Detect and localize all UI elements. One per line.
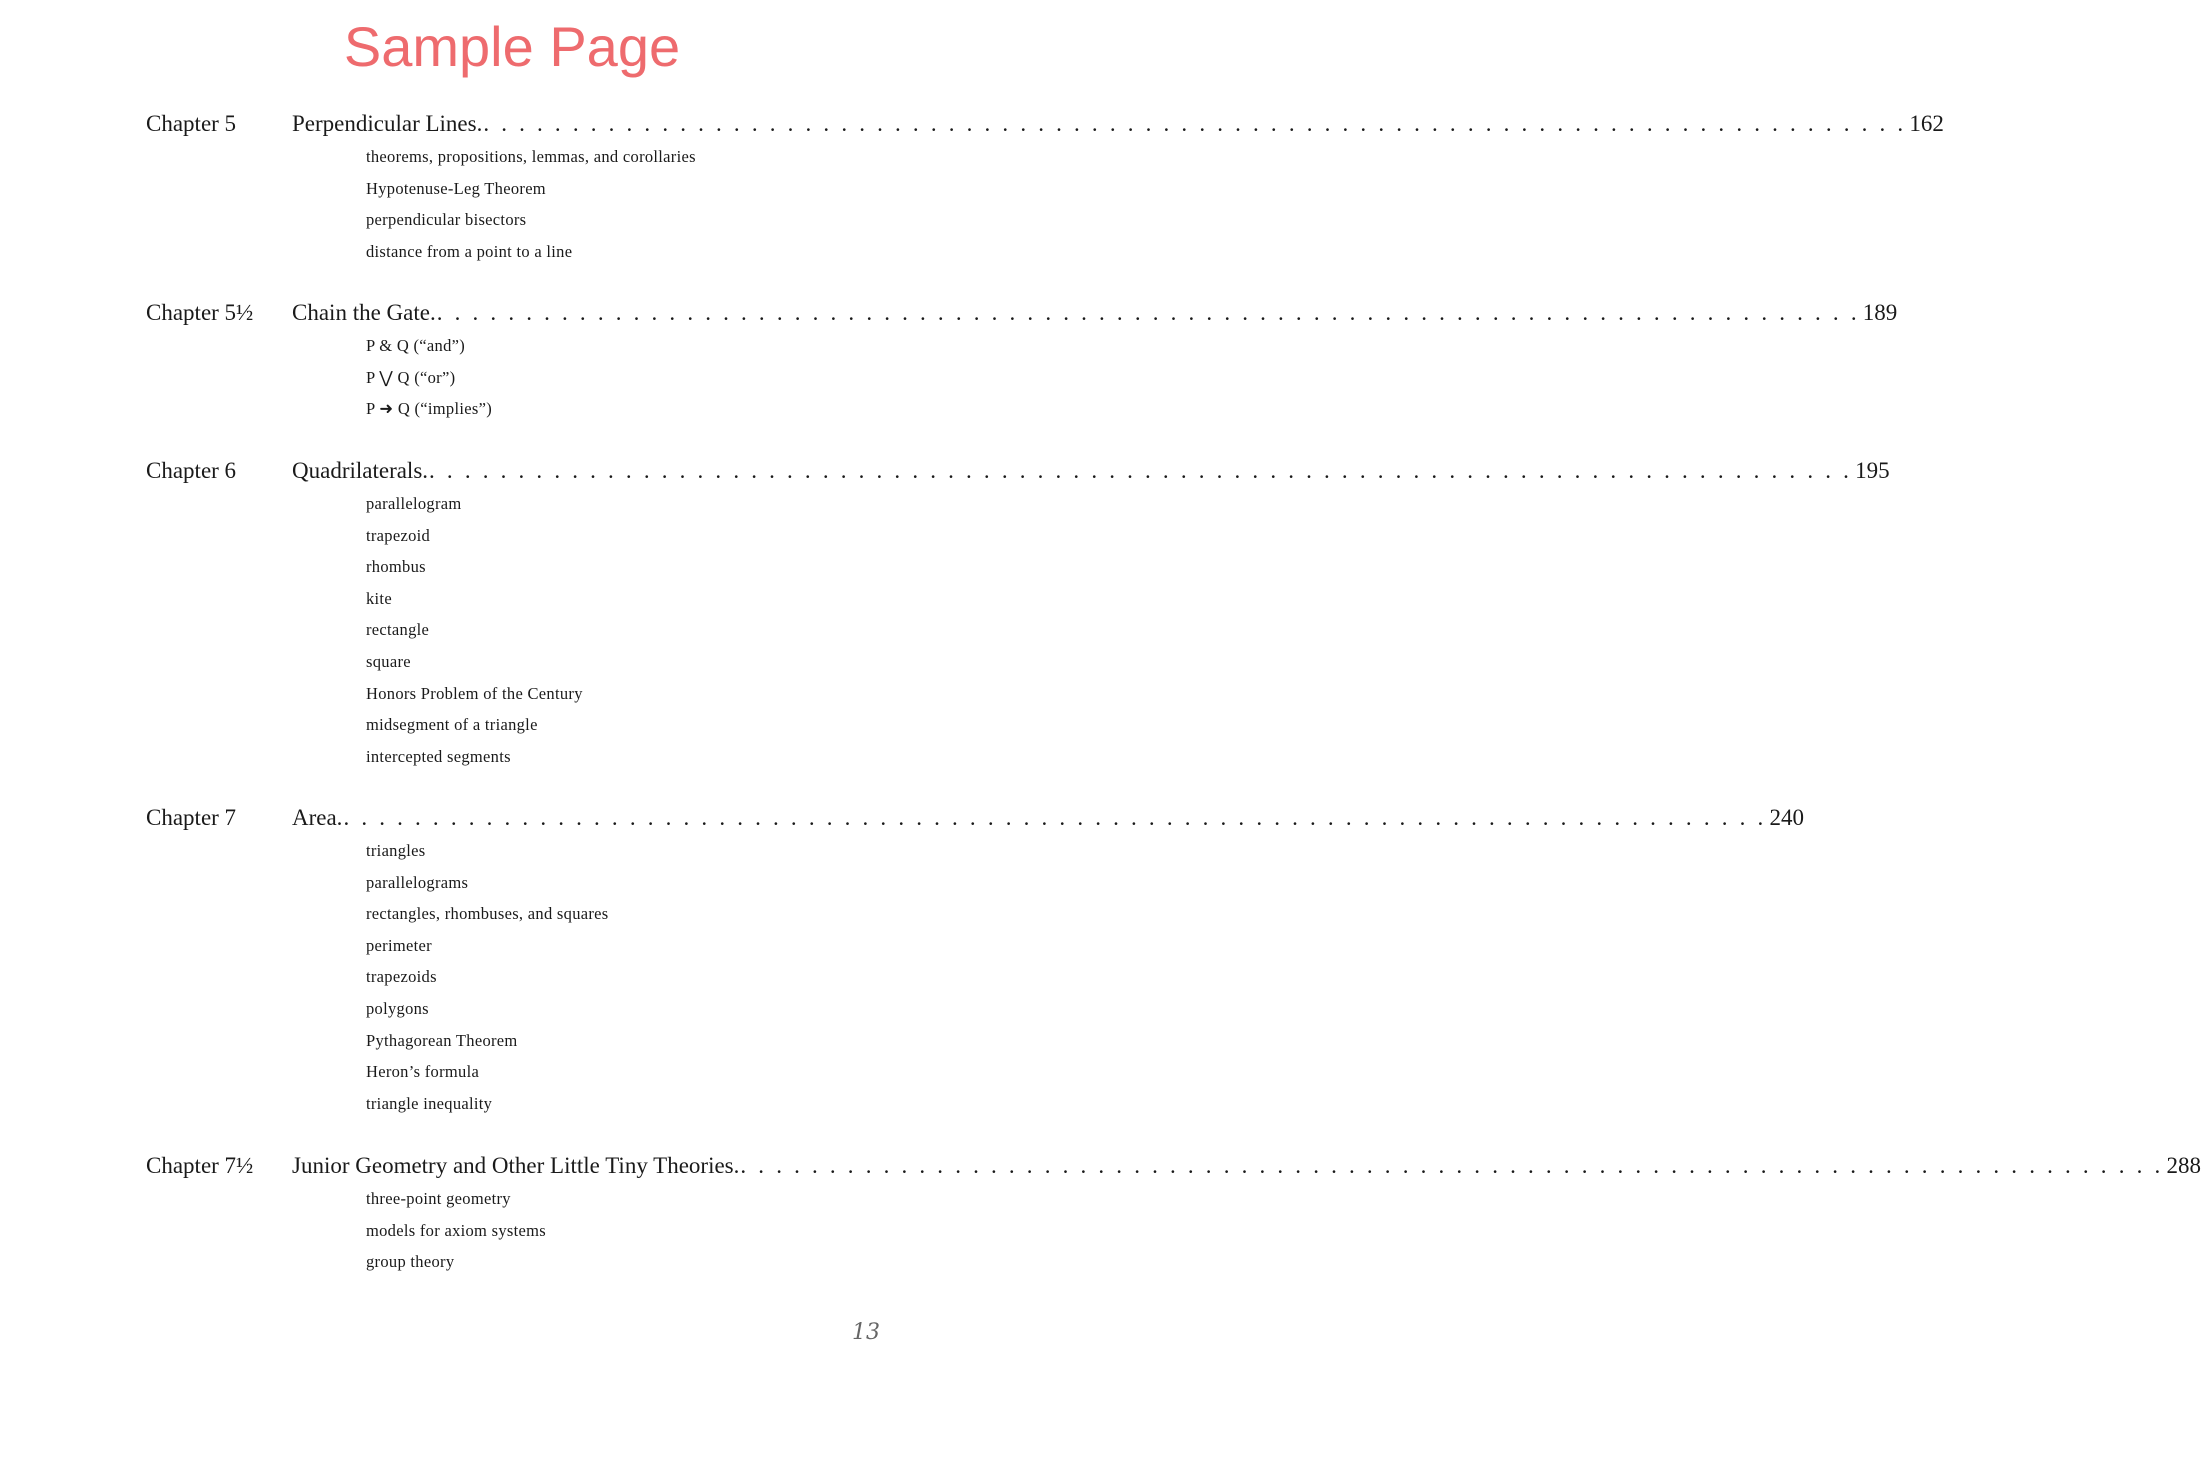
topic-list	[366, 1183, 546, 1278]
topic-list	[366, 141, 696, 267]
chapter-title[interactable]: Perpendicular Lines.	[292, 111, 483, 136]
topic-item: rectangle	[366, 620, 430, 640]
dot-leader: . . . . . . . . . . . . . . . . . . . . . . . . . . . . . . . . . . . . . . . . . . . . . . . . . . . . . . . . . . . . . . . . . . . . . . . . . . . . . . . .	[740, 1153, 2164, 1178]
chapter-title-row[interactable]	[292, 456, 1890, 486]
chapter-title-row[interactable]	[292, 1151, 2201, 1181]
topic-item: P ➜ Q (“implies”)	[366, 399, 492, 419]
topic-item: P ⋁ Q (“or”)	[366, 367, 456, 387]
topic-item: rhombus	[366, 557, 426, 577]
dot-leader: . . . . . . . . . . . . . . . . . . . . . . . . . . . . . . . . . . . . . . . . . . . . . . . . . . . . . . . . . . . . . . . . . . . . . . . . . . . . . . . .	[429, 458, 1853, 483]
topic-item: polygons	[366, 998, 429, 1018]
topic-item: perpendicular bisectors	[366, 210, 527, 230]
topic-item: three-point geometry	[366, 1189, 511, 1208]
dot-leader: . . . . . . . . . . . . . . . . . . . . . . . . . . . . . . . . . . . . . . . . . . . . . . . . . . . . . . . . . . . . . . . . . . . . . . . . . . . . . . . .	[436, 300, 1860, 325]
topic-item: Heron’s formula	[366, 1062, 480, 1082]
topic-item: square	[366, 651, 411, 671]
chapter-title[interactable]: Chain the Gate.	[292, 300, 436, 325]
topic-item: theorems, propositions, lemmas, and corollaries	[366, 147, 696, 166]
chapter-label: Chapter 5½	[146, 300, 254, 325]
topic-item: kite	[366, 588, 392, 608]
topic-item: models for axiom systems	[366, 1220, 546, 1240]
chapter-title[interactable]: Junior Geometry and Other Little Tiny Theories.	[292, 1153, 740, 1178]
chapter-page-number: 240	[1769, 805, 1804, 830]
topic-item: parallelogram	[366, 494, 462, 513]
topic-item: Pythagorean Theorem	[366, 1030, 518, 1050]
topic-list	[366, 488, 583, 772]
topic-item: Honors Problem of the Century	[366, 683, 583, 703]
chapter-page-number: 288	[2166, 1153, 2201, 1178]
chapter-page-number: 195	[1855, 458, 1890, 483]
topic-item: trapezoids	[366, 967, 437, 987]
topic-item: midsegment of a triangle	[366, 715, 538, 735]
topic-item: triangles	[366, 841, 426, 860]
topic-item: perimeter	[366, 935, 432, 955]
topic-item: Hypotenuse-Leg Theorem	[366, 178, 546, 198]
dot-leader: . . . . . . . . . . . . . . . . . . . . . . . . . . . . . . . . . . . . . . . . . . . . . . . . . . . . . . . . . . . . . . . . . . . . . . . . . . . . . . . .	[343, 805, 1767, 830]
topic-list	[366, 835, 609, 1119]
chapter-title-row[interactable]	[292, 109, 1944, 139]
topic-item: rectangles, rhombuses, and squares	[366, 904, 609, 924]
topic-item: trapezoid	[366, 525, 431, 545]
chapter-title[interactable]: Area.	[292, 805, 343, 830]
page-number: 13	[852, 1320, 880, 1345]
topic-item: triangle inequality	[366, 1093, 493, 1113]
topic-item: distance from a point to a line	[366, 241, 573, 261]
chapter-page-number: 162	[1909, 111, 1944, 136]
topic-item: parallelograms	[366, 872, 469, 892]
chapter-page-number: 189	[1862, 300, 1898, 325]
chapter-title[interactable]: Quadrilaterals.	[292, 458, 429, 483]
topic-item: group theory	[366, 1252, 455, 1272]
chapter-label: Chapter 6	[146, 458, 237, 483]
dot-leader: . . . . . . . . . . . . . . . . . . . . . . . . . . . . . . . . . . . . . . . . . . . . . . . . . . . . . . . . . . . . . . . . . . . . . . . . . . . . . . . .	[483, 111, 1907, 136]
chapter-label: Chapter 5	[146, 111, 237, 136]
topic-item: intercepted segments	[366, 746, 511, 766]
chapter-label: Chapter 7	[146, 805, 237, 830]
chapter-title-row[interactable]	[292, 803, 1804, 833]
sample-page-watermark: Sample Page	[343, 15, 681, 78]
chapter-label: Chapter 7½	[146, 1153, 254, 1178]
topic-list	[366, 330, 492, 425]
chapter-title-row[interactable]	[292, 298, 1898, 328]
topic-item: P & Q (“and”)	[366, 336, 466, 355]
